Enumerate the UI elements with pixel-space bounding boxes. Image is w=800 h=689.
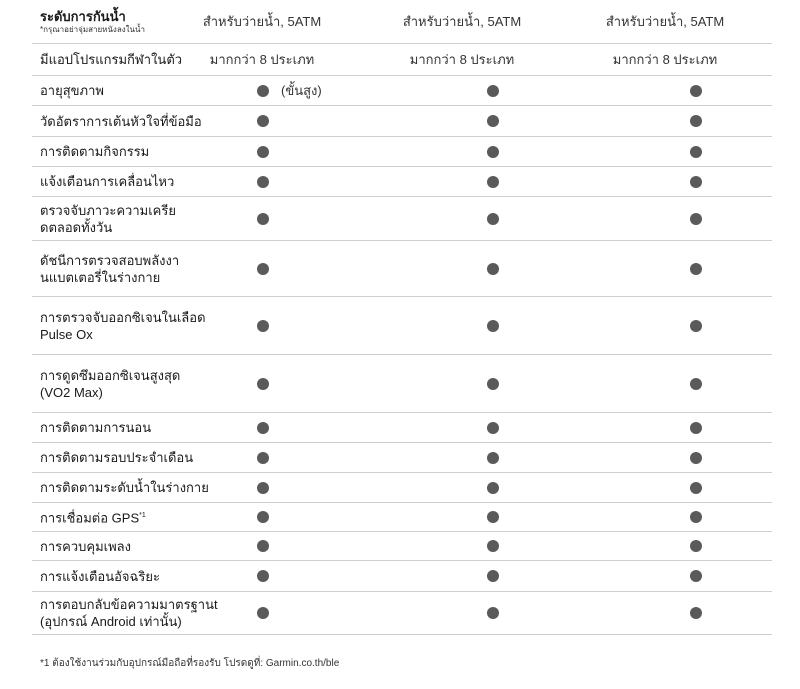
feature-col1 <box>182 592 342 634</box>
feature-col2 <box>382 503 542 531</box>
supported-dot-icon <box>487 85 499 97</box>
apps-label: มีแอปโปรแกรมกีฬาในตัว <box>40 52 183 67</box>
feature-col3 <box>585 413 745 442</box>
feature-label-line1: การติดตามการนอน <box>40 420 152 435</box>
feature-label-line1: การติดตามกิจกรรม <box>40 144 150 159</box>
feature-col3 <box>585 503 745 531</box>
feature-col2 <box>382 561 542 591</box>
supported-dot-icon <box>487 146 499 158</box>
supported-dot-icon <box>690 263 702 275</box>
supported-dot-icon <box>487 213 499 225</box>
feature-row <box>32 137 772 167</box>
feature-col2 <box>382 241 542 296</box>
feature-row <box>32 241 772 297</box>
supported-dot-icon <box>487 570 499 582</box>
apps-col3: มากกว่า 8 ประเภท <box>612 52 718 67</box>
supported-dot-icon <box>257 146 269 158</box>
feature-col2 <box>382 532 542 560</box>
feature-row <box>32 76 772 106</box>
feature-label-line1: การเชื่อมต่อ GPS <box>40 510 140 526</box>
supported-dot-icon <box>690 85 702 97</box>
feature-col2 <box>382 106 542 136</box>
supported-dot-icon <box>257 607 269 619</box>
header-col3: สำหรับว่ายน้ำ, 5ATM <box>605 14 725 29</box>
feature-label-line1: การดูดซึมออกซิเจนสูงสุด <box>40 367 181 383</box>
supported-dot-icon <box>257 482 269 494</box>
feature-label-line1: แจ้งเตือนการเคลื่อนไหว <box>40 174 175 189</box>
supported-dot-icon <box>487 540 499 552</box>
feature-col1 <box>182 137 342 166</box>
feature-row <box>32 355 772 413</box>
feature-col3 <box>585 197 745 240</box>
header-row <box>32 0 772 44</box>
supported-dot-icon <box>690 146 702 158</box>
supported-dot-icon <box>257 540 269 552</box>
water-rating-title: ระดับการกันน้ำ <box>40 9 126 24</box>
feature-label-line1: การตรวจจับออกซิเจนในเลือด <box>40 309 206 325</box>
feature-col3 <box>585 473 745 502</box>
feature-row <box>32 197 772 241</box>
feature-col2 <box>382 76 542 105</box>
feature-col1 <box>182 532 342 560</box>
supported-dot-icon <box>690 422 702 434</box>
feature-col1 <box>182 473 342 502</box>
feature-col1 <box>182 76 342 105</box>
feature-col1 <box>182 561 342 591</box>
feature-label-line2: Pulse Ox <box>40 326 93 342</box>
supported-dot-icon <box>487 511 499 523</box>
supported-dot-icon <box>487 607 499 619</box>
feature-col2 <box>382 355 542 412</box>
feature-col2 <box>382 297 542 354</box>
feature-label-line2: (อุปกรณ์ Android เท่านั้น) <box>40 614 182 629</box>
feature-col3 <box>585 241 745 296</box>
supported-dot-icon <box>690 320 702 332</box>
supported-dot-icon <box>257 320 269 332</box>
feature-col3 <box>585 561 745 591</box>
feature-col1 <box>182 503 342 531</box>
supported-dot-icon <box>690 213 702 225</box>
feature-col1 <box>182 241 342 296</box>
feature-row <box>32 592 772 635</box>
feature-col3 <box>585 137 745 166</box>
feature-col1 <box>182 106 342 136</box>
supported-dot-icon <box>690 570 702 582</box>
water-rating-note: *กรุณาอย่าจุ่มสายหนังลงในน้ำ <box>40 25 145 34</box>
feature-col3 <box>585 443 745 472</box>
supported-dot-icon <box>257 422 269 434</box>
supported-dot-icon <box>487 115 499 127</box>
supported-dot-icon <box>690 176 702 188</box>
feature-row <box>32 167 772 197</box>
feature-row <box>32 413 772 443</box>
footnote: *1 ต้องใช้งานร่วมกับอุปกรณ์มือถือที่รองรับ โปรดดูที่: Garmin.co.th/ble <box>40 658 340 669</box>
feature-extra-note: (ขั้นสูง) <box>281 83 322 98</box>
supported-dot-icon <box>690 115 702 127</box>
feature-label-line1: อายุสุขภาพ <box>40 83 104 98</box>
feature-col3 <box>585 106 745 136</box>
supported-dot-icon <box>257 85 269 97</box>
feature-label-line1: การควบคุมเพลง <box>40 538 131 554</box>
supported-dot-icon <box>257 176 269 188</box>
feature-col1 <box>182 413 342 442</box>
supported-dot-icon <box>690 540 702 552</box>
feature-col3 <box>585 592 745 634</box>
supported-dot-icon <box>690 607 702 619</box>
supported-dot-icon <box>487 482 499 494</box>
feature-row <box>32 503 772 532</box>
feature-col3 <box>585 532 745 560</box>
feature-col3 <box>585 167 745 196</box>
supported-dot-icon <box>690 482 702 494</box>
feature-label-line1: การแจ้งเตือนอัจฉริยะ <box>40 568 160 584</box>
supported-dot-icon <box>690 511 702 523</box>
feature-label-line1: ดัชนีการตรวจสอบพลังงา <box>40 252 180 268</box>
apps-row <box>32 44 772 76</box>
supported-dot-icon <box>487 422 499 434</box>
feature-label-line2: (VO2 Max) <box>40 384 103 400</box>
feature-col2 <box>382 443 542 472</box>
feature-col3 <box>585 297 745 354</box>
supported-dot-icon <box>257 213 269 225</box>
feature-row <box>32 106 772 137</box>
feature-label-line1: การติดตามรอบประจำเดือน <box>40 450 194 465</box>
supported-dot-icon <box>690 452 702 464</box>
feature-label-line2: นแบตเตอรี่ในร่างกาย <box>40 269 161 285</box>
feature-col1 <box>182 197 342 240</box>
supported-dot-icon <box>487 320 499 332</box>
supported-dot-icon <box>257 115 269 127</box>
feature-col2 <box>382 197 542 240</box>
supported-dot-icon <box>487 176 499 188</box>
supported-dot-icon <box>257 511 269 523</box>
supported-dot-icon <box>487 263 499 275</box>
feature-row <box>32 561 772 592</box>
header-col2: สำหรับว่ายน้ำ, 5ATM <box>402 14 522 29</box>
supported-dot-icon <box>487 378 499 390</box>
feature-label-line1: วัดอัตราการเต้นหัวใจที่ข้อมือ <box>40 113 202 129</box>
supported-dot-icon <box>257 452 269 464</box>
feature-row <box>32 297 772 355</box>
feature-col3 <box>585 76 745 105</box>
feature-col2 <box>382 167 542 196</box>
feature-col1 <box>182 355 342 412</box>
supported-dot-icon <box>487 452 499 464</box>
feature-row <box>32 443 772 473</box>
supported-dot-icon <box>257 378 269 390</box>
feature-label-line1: การติดตามระดับน้ำในร่างกาย <box>40 480 209 495</box>
supported-dot-icon <box>257 570 269 582</box>
feature-label-line1: ตรวจจับภาวะความเครีย <box>40 202 176 218</box>
feature-col1 <box>182 443 342 472</box>
supported-dot-icon <box>257 263 269 275</box>
comparison-table <box>32 0 772 635</box>
feature-label-line2: ดตลอดทั้งวัน <box>40 219 113 235</box>
apps-col2: มากกว่า 8 ประเภท <box>409 52 515 67</box>
feature-row <box>32 473 772 503</box>
apps-col1: มากกว่า 8 ประเภท <box>209 52 315 67</box>
feature-col2 <box>382 473 542 502</box>
feature-col1 <box>182 297 342 354</box>
feature-col2 <box>382 413 542 442</box>
feature-col2 <box>382 592 542 634</box>
feature-col2 <box>382 137 542 166</box>
header-col1: สำหรับว่ายน้ำ, 5ATM <box>202 14 322 29</box>
feature-col1 <box>182 167 342 196</box>
feature-col3 <box>585 355 745 412</box>
feature-label-line1: การตอบกลับข้อความมาตรฐานt <box>40 597 218 612</box>
supported-dot-icon <box>690 378 702 390</box>
footnote-marker: *1 <box>139 512 146 520</box>
feature-row <box>32 532 772 561</box>
